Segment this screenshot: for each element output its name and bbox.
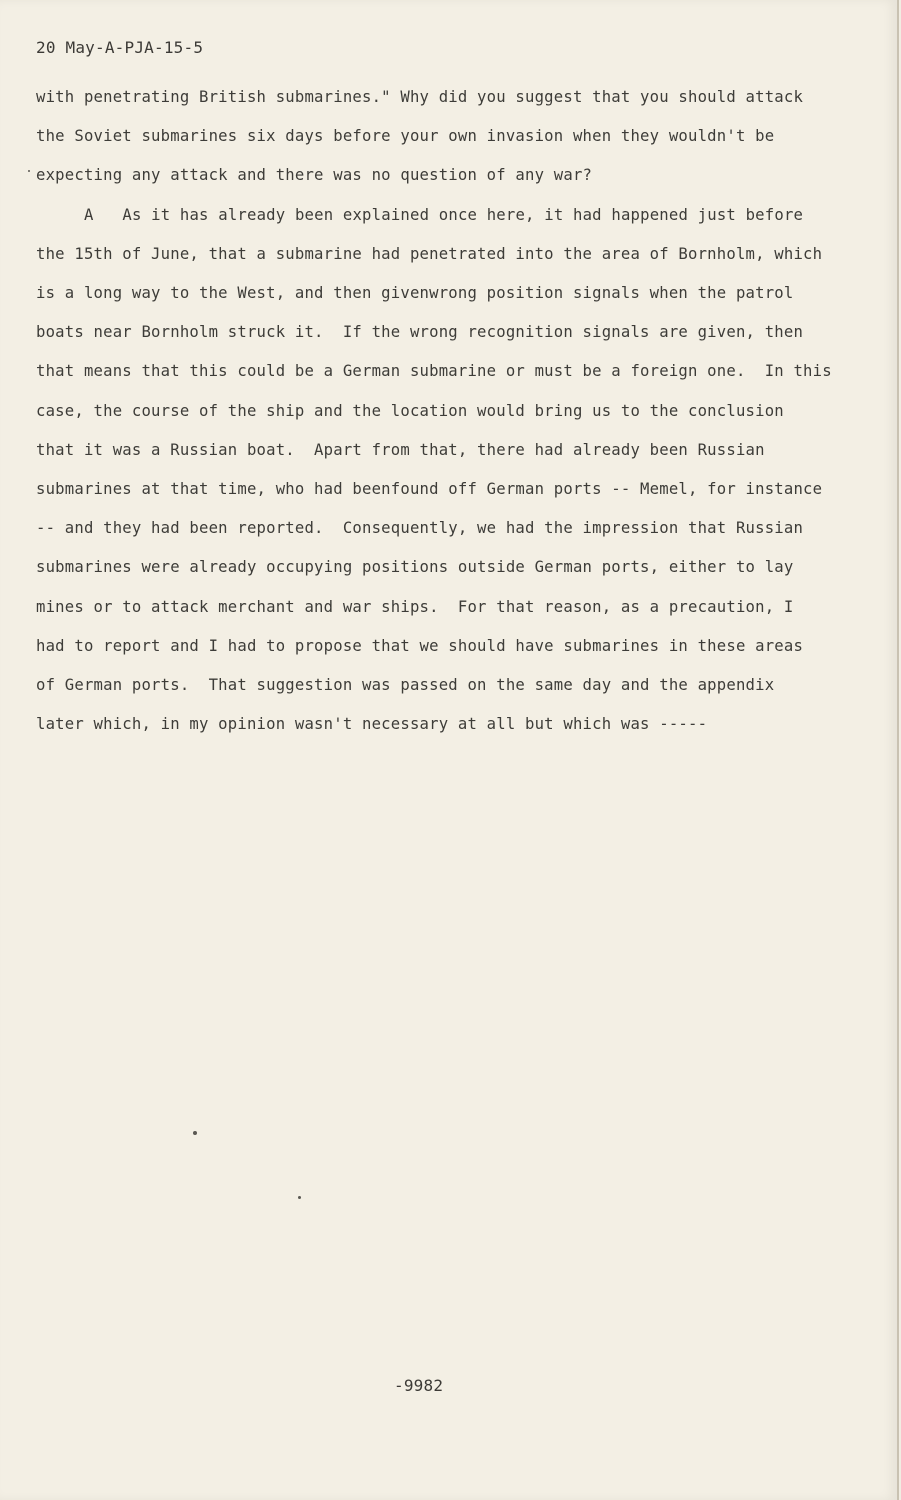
paper-speck bbox=[28, 170, 30, 172]
text-line: boats near Bornholm struck it. If the wrong recognition signals are given, then bbox=[36, 323, 804, 342]
text-line: the Soviet submarines six days before your own invasion when they wouldn't be bbox=[36, 127, 775, 146]
text-line: the 15th of June, that a submarine had penetrated into the area of Bornholm, which bbox=[36, 244, 823, 263]
text-line: that it was a Russian boat. Apart from that, there had already been Russian bbox=[36, 440, 765, 459]
page-number: -9982 bbox=[394, 1376, 444, 1395]
text-line: later which, in my opinion wasn't necessary at all but which was ----- bbox=[36, 715, 708, 734]
text-line: is a long way to the West, and then givenwrong position signals when the patrol bbox=[36, 284, 794, 303]
text-line: -- and they had been reported. Consequently, we had the impression that Russian bbox=[36, 519, 804, 538]
text-line: case, the course of the ship and the location would bring us to the conclusion bbox=[36, 401, 784, 420]
text-line: with penetrating British submarines." Why did you suggest that you should attack bbox=[36, 88, 804, 106]
transcript-body bbox=[36, 78, 856, 744]
text-line: of German ports. That suggestion was passed on the same day and the appendix bbox=[36, 676, 775, 695]
text-line: expecting any attack and there was no question of any war? bbox=[36, 166, 593, 185]
answer-line: A As it has already been explained once here, it had happened just before bbox=[84, 205, 804, 224]
text-line: submarines were already occupying positions outside German ports, either to lay bbox=[36, 558, 794, 577]
paper-speck bbox=[298, 1196, 301, 1199]
paper-speck bbox=[193, 1131, 197, 1135]
text-line: that means that this could be a German submarine or must be a foreign one. In this bbox=[36, 362, 832, 381]
text-line: mines or to attack merchant and war ships. For that reason, as a precaution, I bbox=[36, 597, 794, 616]
text-line: had to report and I had to propose that we should have submarines in these areas bbox=[36, 636, 804, 655]
text-line: submarines at that time, who had beenfound off German ports -- Memel, for instance bbox=[36, 480, 823, 499]
page-header: 20 May-A-PJA-15-5 bbox=[36, 38, 204, 57]
